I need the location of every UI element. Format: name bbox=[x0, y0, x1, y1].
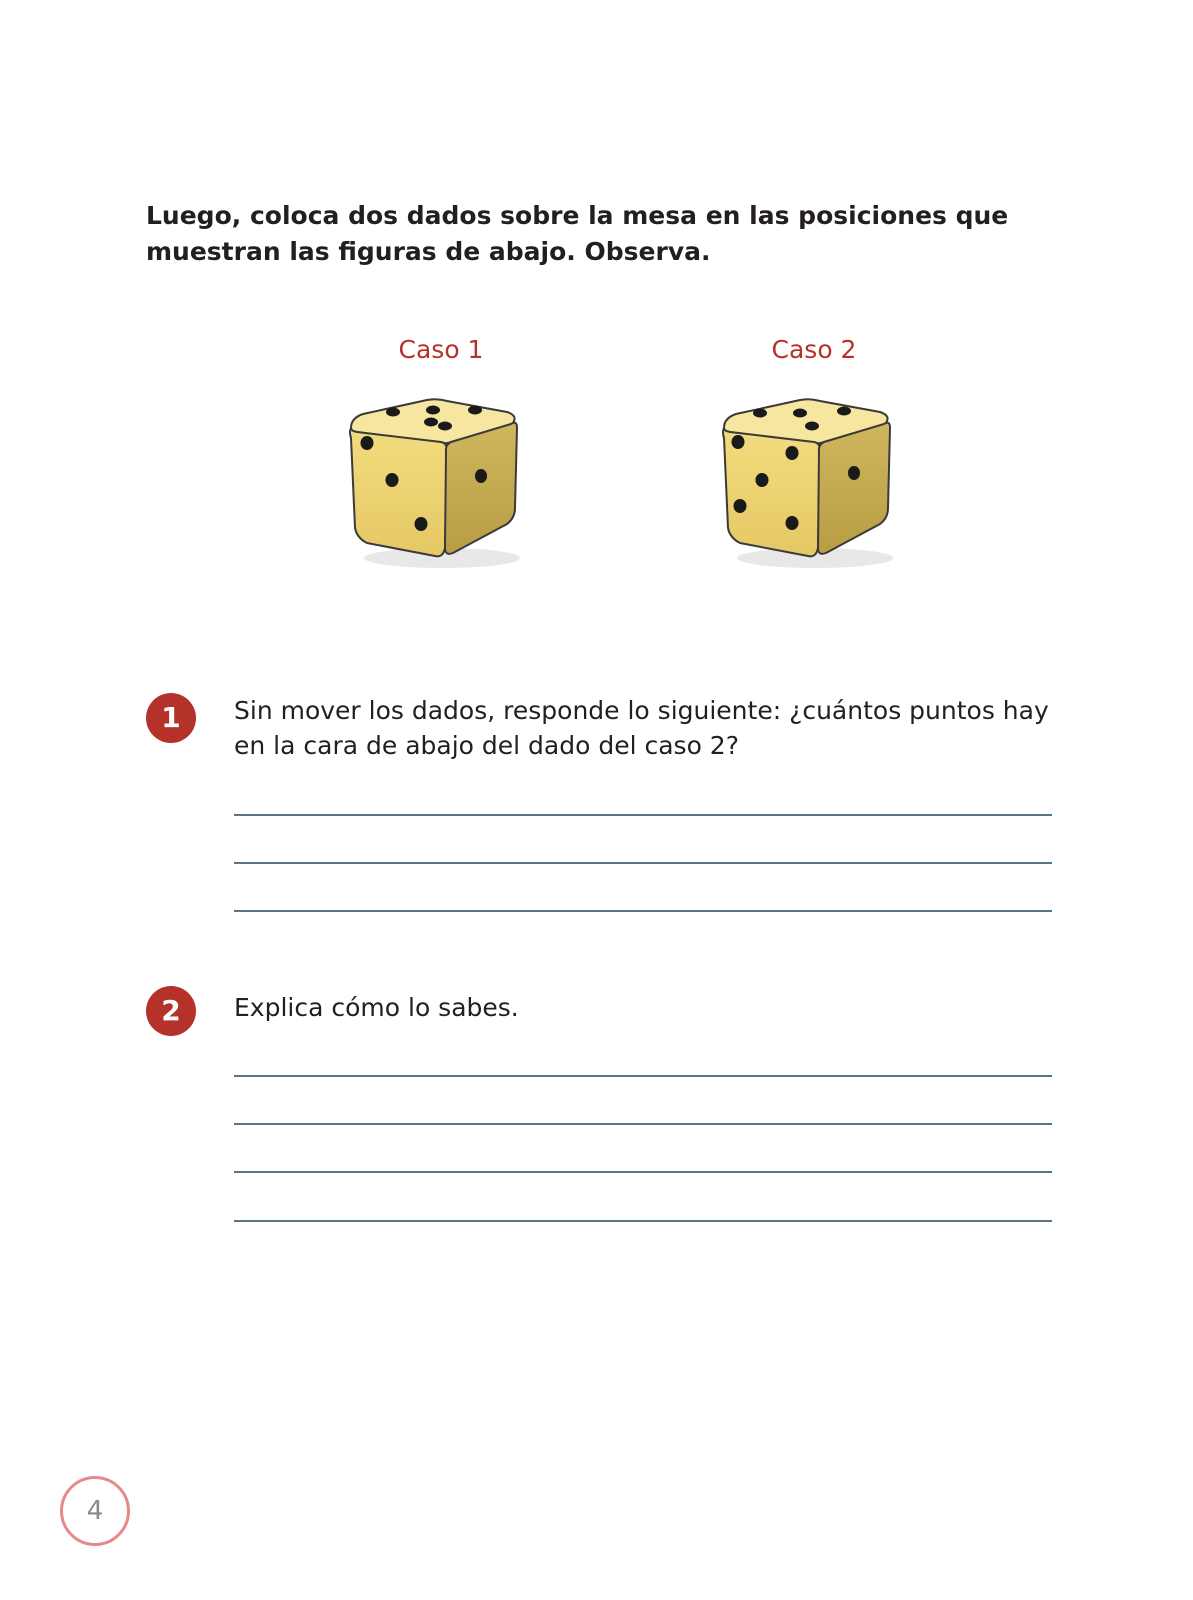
question-2-answer-line[interactable] bbox=[234, 1075, 1052, 1077]
question-1-answer-line[interactable] bbox=[234, 814, 1052, 816]
question-2-answer-line[interactable] bbox=[234, 1220, 1052, 1222]
case-1-label: Caso 1 bbox=[398, 335, 484, 364]
die-case-1-icon bbox=[347, 398, 532, 573]
question-2-number-badge: 2 bbox=[146, 986, 196, 1036]
question-1-answer-line[interactable] bbox=[234, 862, 1052, 864]
question-2-answer-line[interactable] bbox=[234, 1123, 1052, 1125]
question-1-answer-line[interactable] bbox=[234, 910, 1052, 912]
question-1-number-badge: 1 bbox=[146, 693, 196, 743]
case-2-label: Caso 2 bbox=[771, 335, 857, 364]
question-2-text: Explica cómo lo sabes. bbox=[234, 993, 519, 1022]
question-2-answer-line[interactable] bbox=[234, 1171, 1052, 1173]
instruction-text: Luego, coloca dos dados sobre la mesa en las posiciones que muestran las figuras de abajo. Observa. bbox=[146, 201, 1009, 266]
page-number-badge: 4 bbox=[60, 1476, 130, 1546]
question-1-text: Sin mover los dados, responde lo siguiente: ¿cuántos puntos hay en la cara de abajo del dado del caso 2? bbox=[234, 696, 1049, 760]
die-case-2-icon bbox=[720, 398, 905, 573]
